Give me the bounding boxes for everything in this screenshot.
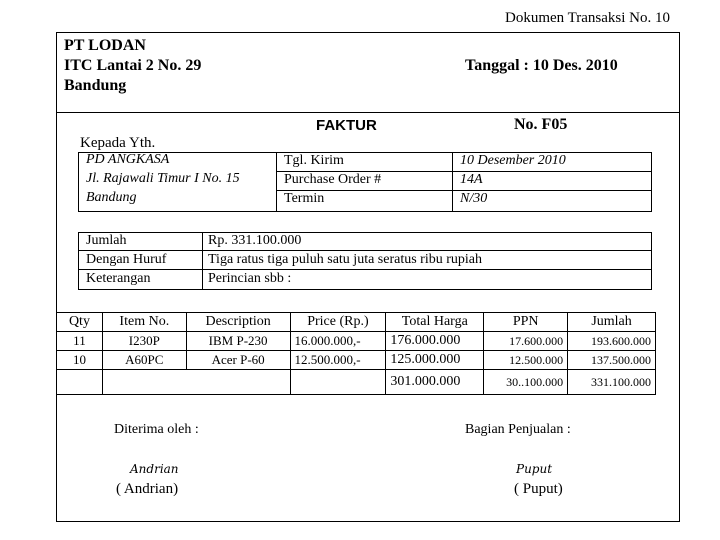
column-header: Description <box>186 313 290 332</box>
company-city: Bandung <box>64 77 127 94</box>
totals-row <box>57 370 656 395</box>
header-divider <box>56 112 680 113</box>
invoice-date: Tanggal : 10 Des. 2010 <box>465 57 618 74</box>
received-by-label: Diterima oleh : <box>114 422 199 437</box>
table-row <box>57 351 656 370</box>
column-header: Jumlah <box>568 313 656 332</box>
item-no-cell: A60PC <box>102 351 186 370</box>
price-cell: 16.000.000,- <box>290 332 386 351</box>
document-label: Dokumen Transaksi No. 10 <box>504 10 670 26</box>
grand-total-cell: 301.000.000 <box>386 370 484 395</box>
ship-date-label: Tgl. Kirim <box>284 153 344 168</box>
column-header: Total Harga <box>386 313 484 332</box>
description-cell: IBM P-230 <box>186 332 290 351</box>
amount-label: Jumlah <box>86 233 127 248</box>
amount-cell: 137.500.000 <box>568 351 656 370</box>
ship-date-value: 10 Desember 2010 <box>460 153 566 168</box>
recipient-name: PD ANGKASA <box>86 152 170 167</box>
invoice-title: FAKTUR <box>316 117 377 134</box>
column-header: Price (Rp.) <box>290 313 386 332</box>
received-by-name: ( Andrian) <box>116 481 179 497</box>
po-label: Purchase Order # <box>284 172 382 187</box>
received-signature: Andrian <box>130 462 179 476</box>
total-cell: 125.000.000 <box>386 351 484 370</box>
invoice-number: No. F05 <box>514 116 568 133</box>
sales-signature: Puput <box>516 462 553 476</box>
amount-value: Rp. 331.100.000 <box>208 233 302 248</box>
po-value: 14A <box>460 172 483 187</box>
recipient-label: Kepada Yth. <box>80 135 156 151</box>
company-address: ITC Lantai 2 No. 29 <box>64 57 202 74</box>
table-row <box>57 332 656 351</box>
term-label: Termin <box>284 191 325 206</box>
table-header-row <box>57 313 656 332</box>
notes-label: Keterangan <box>86 271 151 286</box>
price-cell: 12.500.000,- <box>290 351 386 370</box>
term-value: N/30 <box>460 191 488 206</box>
words-label: Dengan Huruf <box>86 252 167 267</box>
qty-cell: 11 <box>57 332 103 351</box>
recipient-city: Bandung <box>86 190 137 205</box>
items-table <box>56 312 656 395</box>
ppn-total-cell: 30..100.000 <box>484 370 568 395</box>
recipient-address: Jl. Rajawali Timur I No. 15 <box>86 171 240 186</box>
qty-cell: 10 <box>57 351 103 370</box>
words-value: Tiga ratus tiga puluh satu juta seratus ribu rupiah <box>208 252 482 267</box>
sales-name: ( Puput) <box>514 481 563 497</box>
company-name: PT LODAN <box>64 37 146 54</box>
description-cell: Acer P-60 <box>186 351 290 370</box>
ppn-cell: 17.600.000 <box>484 332 568 351</box>
column-header: PPN <box>484 313 568 332</box>
ppn-cell: 12.500.000 <box>484 351 568 370</box>
amount-cell: 193.600.000 <box>568 332 656 351</box>
item-no-cell: I230P <box>102 332 186 351</box>
notes-value: Perincian sbb : <box>208 271 292 286</box>
total-cell: 176.000.000 <box>386 332 484 351</box>
column-header: Qty <box>57 313 103 332</box>
column-header: Item No. <box>102 313 186 332</box>
sales-department-label: Bagian Penjualan : <box>465 422 571 437</box>
amount-total-cell: 331.100.000 <box>568 370 656 395</box>
